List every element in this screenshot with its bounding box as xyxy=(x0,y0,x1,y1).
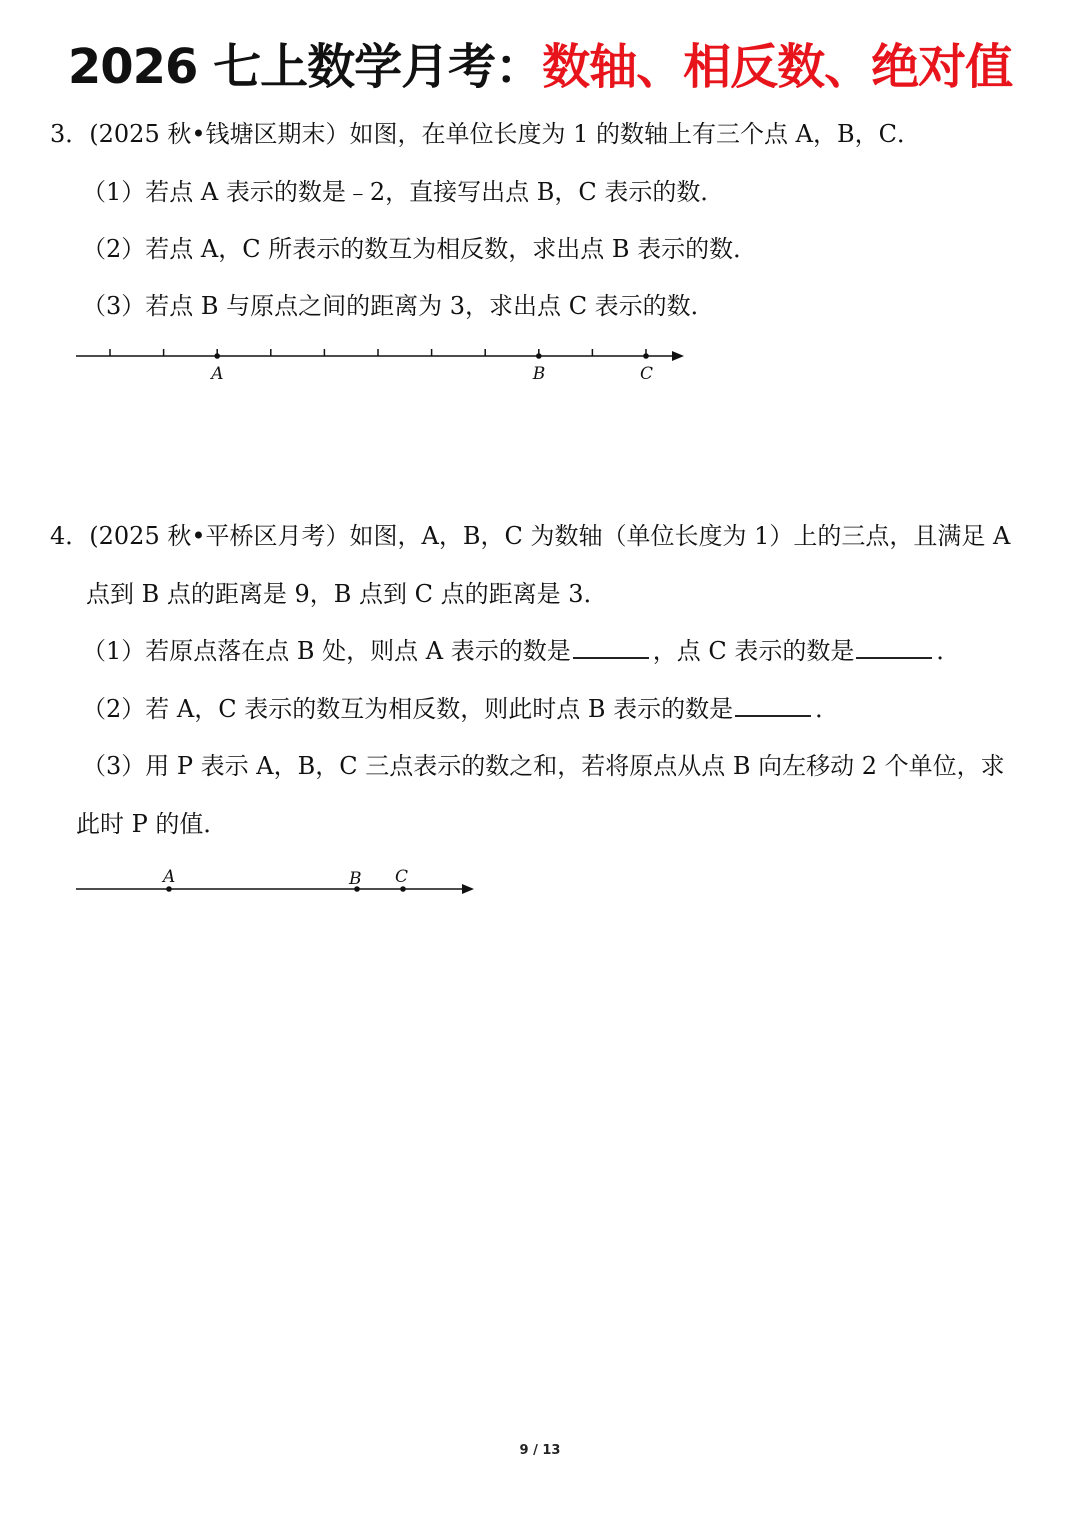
q4-part-1 xyxy=(82,635,960,667)
q4-part-3-line-1: （3）用 P 表示 A，B，C 三点表示的数之和，若将原点从点 B 向左移动 2 个单位，求 xyxy=(82,752,1005,780)
q4-part-1-text-b: ，点 C 表示的数是 xyxy=(652,637,855,665)
q4-point-c-dot xyxy=(400,886,406,892)
answer-blank[interactable] xyxy=(856,635,932,659)
q3-point-c-dot xyxy=(643,353,649,359)
q3-part-2: （2）若点 A，C 所表示的数互为相反数，求出点 B 表示的数． xyxy=(82,235,758,263)
title-topic: 数轴、相反数、绝对值 xyxy=(542,39,1013,95)
q3-number-line xyxy=(0,335,720,395)
title-prefix: 2026 七上数学月考： xyxy=(67,39,543,95)
q4-part-2-text-a: （2）若 A，C 表示的数互为相反数，则此时点 B 表示的数是 xyxy=(82,695,734,723)
page-number: 9 / 13 xyxy=(519,1443,561,1458)
q4-point-c-label: C xyxy=(395,867,409,887)
q4-part-2-text-b: ． xyxy=(815,695,840,723)
answer-blank[interactable] xyxy=(573,635,649,659)
q3-stem: 3．(2025 秋•钱塘区期末）如图，在单位长度为 1 的数轴上有三个点 A，B，C． xyxy=(50,120,921,148)
q4-part-1-text-a: （1）若原点落在点 B 处，则点 A 表示的数是 xyxy=(82,637,571,665)
q4-stem-line-1: 4．(2025 秋•平桥区月考）如图，A，B，C 为数轴（单位长度为 1）上的三点，且满足 A xyxy=(50,522,1011,550)
q3-part-1: （1）若点 A 表示的数是﹣2，直接写出点 B，C 表示的数． xyxy=(82,178,725,206)
q3-point-b-dot xyxy=(536,353,542,359)
q4-part-3-line-2: 此时 P 的值． xyxy=(76,810,228,838)
page-title xyxy=(0,28,1080,97)
q4-part-1-text-c: ． xyxy=(936,637,961,665)
answer-blank[interactable] xyxy=(735,693,811,717)
q3-point-a-dot xyxy=(214,353,220,359)
q4-number-line xyxy=(0,860,520,910)
q4-point-a-dot xyxy=(166,886,172,892)
q4-part-2 xyxy=(82,693,839,725)
q3-point-c-label: C xyxy=(640,364,654,384)
q3-point-a-label: A xyxy=(211,364,224,384)
q4-stem-line-2: 点到 B 点的距离是 9，B 点到 C 点的距离是 3． xyxy=(86,580,608,608)
q4-point-a-label: A xyxy=(163,867,176,887)
q3-point-b-label: B xyxy=(532,364,546,384)
q4-point-b-label: B xyxy=(349,869,362,889)
q3-part-3: （3）若点 B 与原点之间的距离为 3，求出点 C 表示的数． xyxy=(82,292,715,320)
